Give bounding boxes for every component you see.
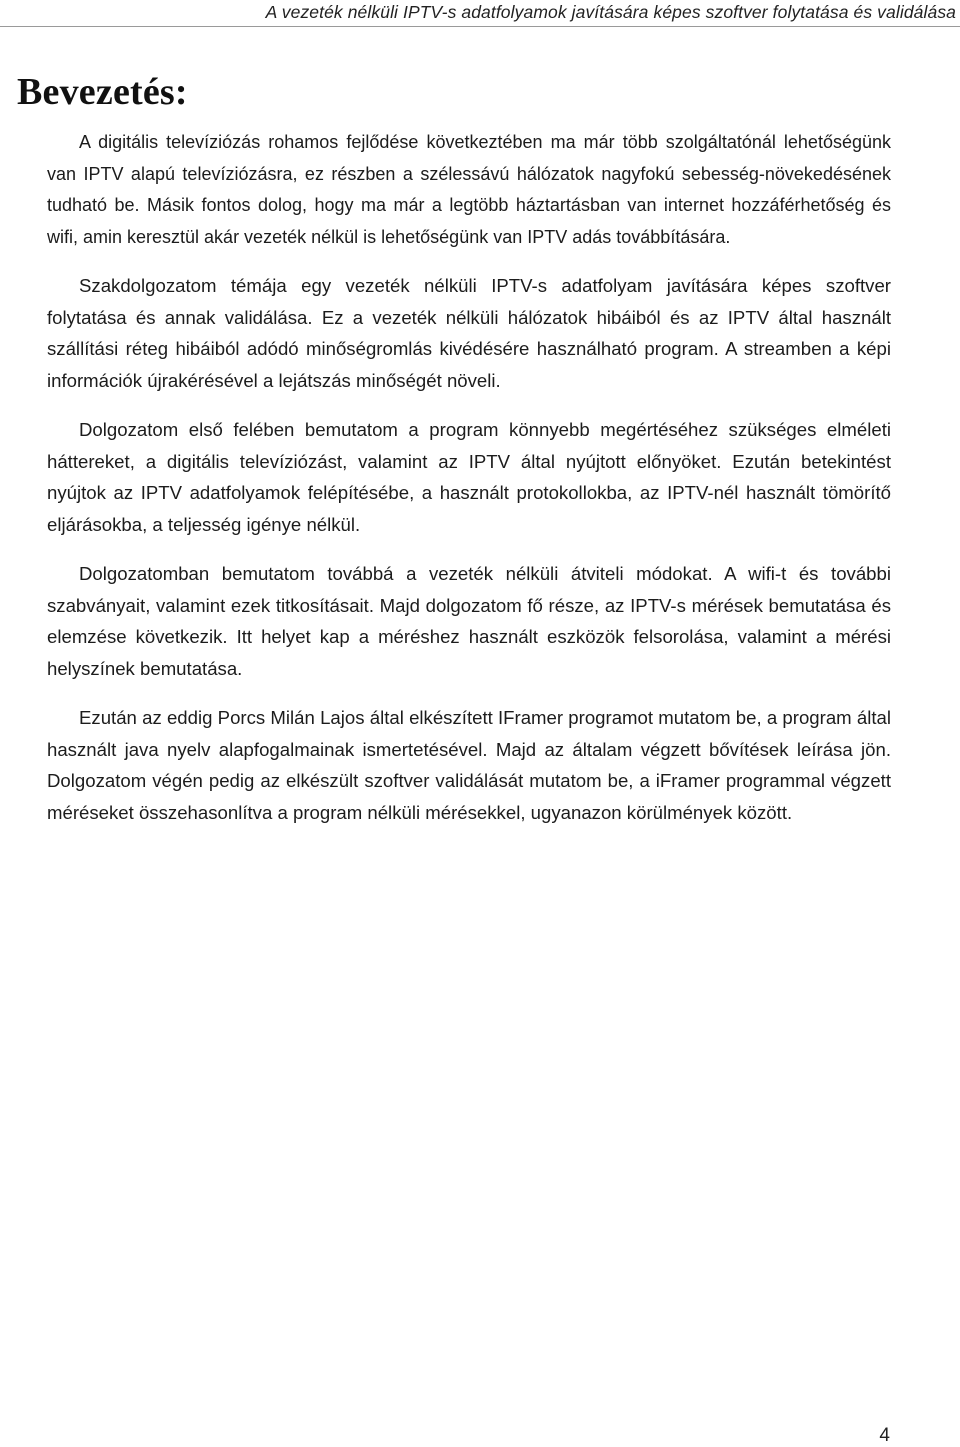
header-divider xyxy=(0,26,960,27)
body-text xyxy=(47,127,891,846)
chapter-title: Bevezetés: xyxy=(17,71,188,113)
paragraph: Szakdolgozatom témája egy vezeték nélküli IPTV-s adatfolyam javítására képes szoftver folytatása és annak validálása. Ez a vezeték nélküli hálózatok hibáiból és az IPTV által használt szállítási réteg hibáiból adódó minőségromlás kivédésére használható program. A streamben a képi információk újrakérésével a lejátszás minőségét növeli. xyxy=(47,275,891,391)
paragraph: A digitális televíziózás rohamos fejlődése következtében ma már több szolgáltatónál lehetőségünk van IPTV alapú televíziózásra, ez részben a szélessávú hálózatok nagyfokú sebesség-növekedésének tudható be. Másik fontos dolog, hogy ma már a legtöbb háztartásban van internet hozzáférhetőség és wifi, amin keresztül akár vezeték nélkül is lehetőségünk van IPTV adás továbbítására. xyxy=(47,132,891,247)
page-number: 4 xyxy=(879,1425,890,1446)
paragraph: Ezután az eddig Porcs Milán Lajos által elkészített IFramer programot mutatom be, a program által használt java nyelv alapfogalmainak ismertetésével. Majd az általam végzett bővítések leírása jön. Dolgozatom végén pedig az elkészült szoftver validálását mutatom be, a iFramer programmal végzett méréseket összehasonlítva a program nélküli mérésekkel, ugyanazon körülmények között. xyxy=(47,707,891,823)
running-header: A vezeték nélküli IPTV-s adatfolyamok javítására képes szoftver folytatása és validálása xyxy=(265,2,956,22)
paragraph: Dolgozatomban bemutatom továbbá a vezeték nélküli átviteli módokat. A wifi-t és további szabványait, valamint ezek titkosításait. Majd dolgozatom fő része, az IPTV-s mérések bemutatása és elemzése következik. Itt helyet kap a méréshez használt eszközök felsorolása, valamint a mérési helyszínek bemutatása. xyxy=(47,563,891,679)
paragraph: Dolgozatom első felében bemutatom a program könnyebb megértéséhez szükséges elméleti háttereket, a digitális televíziózást, valamint az IPTV által nyújtott előnyöket. Ezután betekintést nyújtok az IPTV adatfolyamok felépítésébe, a használt protokollokba, az IPTV-nél használt tömörítő eljárásokba, a teljesség igénye nélkül. xyxy=(47,419,891,535)
